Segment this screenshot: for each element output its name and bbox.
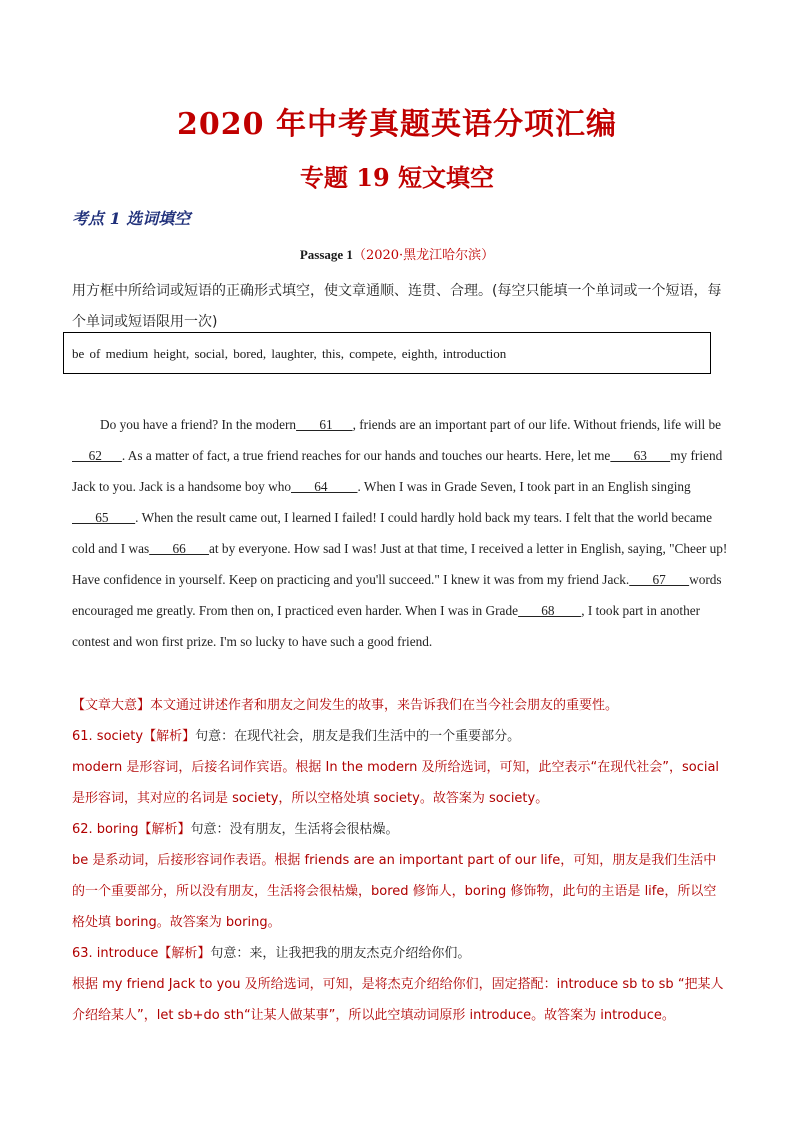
passage-seg: , friends are an important part of our life. Without friends, life will be	[352, 417, 722, 432]
blank-66: 66	[149, 541, 210, 556]
passage-seg: . As a matter of fact, a true friend reaches for our hands and touches our hearts. Here, let me	[121, 448, 611, 463]
passage-seg: Do you have a friend? In the modern	[100, 417, 297, 432]
passage-heading	[0, 245, 794, 266]
document-subtitle: 专题 19 短文填空	[299, 163, 495, 192]
analysis-62-meaning: 句意：没有朋友，生活将会很枯燥。	[190, 822, 399, 837]
word-box: be of medium height, social, bored, laughter, this, compete, eighth, introduction	[63, 332, 711, 374]
blank-63: 63	[610, 448, 671, 463]
passage-seg: , I took part in another contest and won first prize. I'm so lucky to have such a good friend.	[72, 603, 701, 649]
instructions: 用方框中所给词或短语的正确形式填空，使文章通顺、连贯、合理。(每空只能填一个单词或一个短语，每个单词或短语限用一次)	[72, 283, 722, 330]
analysis-62-head: 62. boring【解析】	[72, 822, 191, 837]
document-title: 2020 年中考真题英语分项汇编	[177, 107, 617, 142]
analysis-63-meaning: 句意：来，让我把我的朋友杰克介绍给你们。	[210, 946, 471, 961]
analysis-63-head: 63. introduce【解析】	[72, 946, 211, 961]
blank-61: 61	[296, 417, 353, 432]
analysis-62-body: be 是系动词，后接形容词作表语。根据 friends are an important part of our life，可知，朋友是我们生活中的一个重要部分，所以没有朋友，生活将会很枯燥，bored 修饰人，boring 修饰物，此句的主语是 life，所以空格处填 boring。故答案为 boring。	[72, 853, 717, 930]
passage-seg: my friend Jack to you. Jack is a handsome boy who	[72, 448, 723, 494]
analysis-63	[72, 938, 728, 969]
passage-seg: words encouraged me greatly. From then on, I practiced even harder. When I was in Grade	[72, 572, 722, 618]
blank-65: 65	[72, 510, 136, 525]
passage-text	[72, 409, 728, 657]
analysis-61-meaning: 句意：在现代社会，朋友是我们生活中的一个重要部分。	[195, 729, 521, 744]
analysis-63-body: 根据 my friend Jack to you 及所给选词，可知，是将杰克介绍给你们，固定搭配：introduce sb to sb “把某人介绍给某人”，let sb+do sth“让某人做某事”，所以此空填动词原形 introduce。故答案为 introduce。	[72, 977, 724, 1023]
analysis-62	[72, 814, 728, 845]
blank-67: 67	[629, 572, 690, 587]
passage-seg: . When I was in Grade Seven, I took part in an English singing	[357, 479, 691, 494]
section-heading: 考点 1 选词填空	[72, 209, 191, 228]
analysis-61	[72, 721, 728, 752]
passage-seg: . When the result came out, I learned I failed! I could hardly hold back my tears. I felt that the world became cold and I was	[72, 510, 713, 556]
analysis-61-head: 61. society【解析】	[72, 729, 196, 744]
passage-label: Passage 1	[299, 247, 353, 262]
blank-64: 64	[291, 479, 358, 494]
analysis-61-body: modern 是形容词，后接名词作宾语。根据 In the modern 及所给选词，可知，此空表示“在现代社会”，social 是形容词，其对应的名词是 society，所以空格处填 society。故答案为 society。	[72, 760, 720, 806]
passage-source: （2020·黑龙江哈尔滨）	[352, 248, 495, 263]
blank-62: 62	[72, 448, 122, 463]
passage-seg: at by everyone. How sad I was! Just at that time, I received a letter in English, saying, "Cheer up! Have confidence in yourself. Keep on practicing and you'll succeed." I knew it was from my friend Jack.	[72, 541, 728, 587]
answer-analysis	[72, 690, 728, 1031]
blank-68: 68	[518, 603, 582, 618]
article-summary: 【文章大意】本文通过讲述作者和朋友之间发生的故事，来告诉我们在当今社会朋友的重要性。	[72, 698, 619, 713]
